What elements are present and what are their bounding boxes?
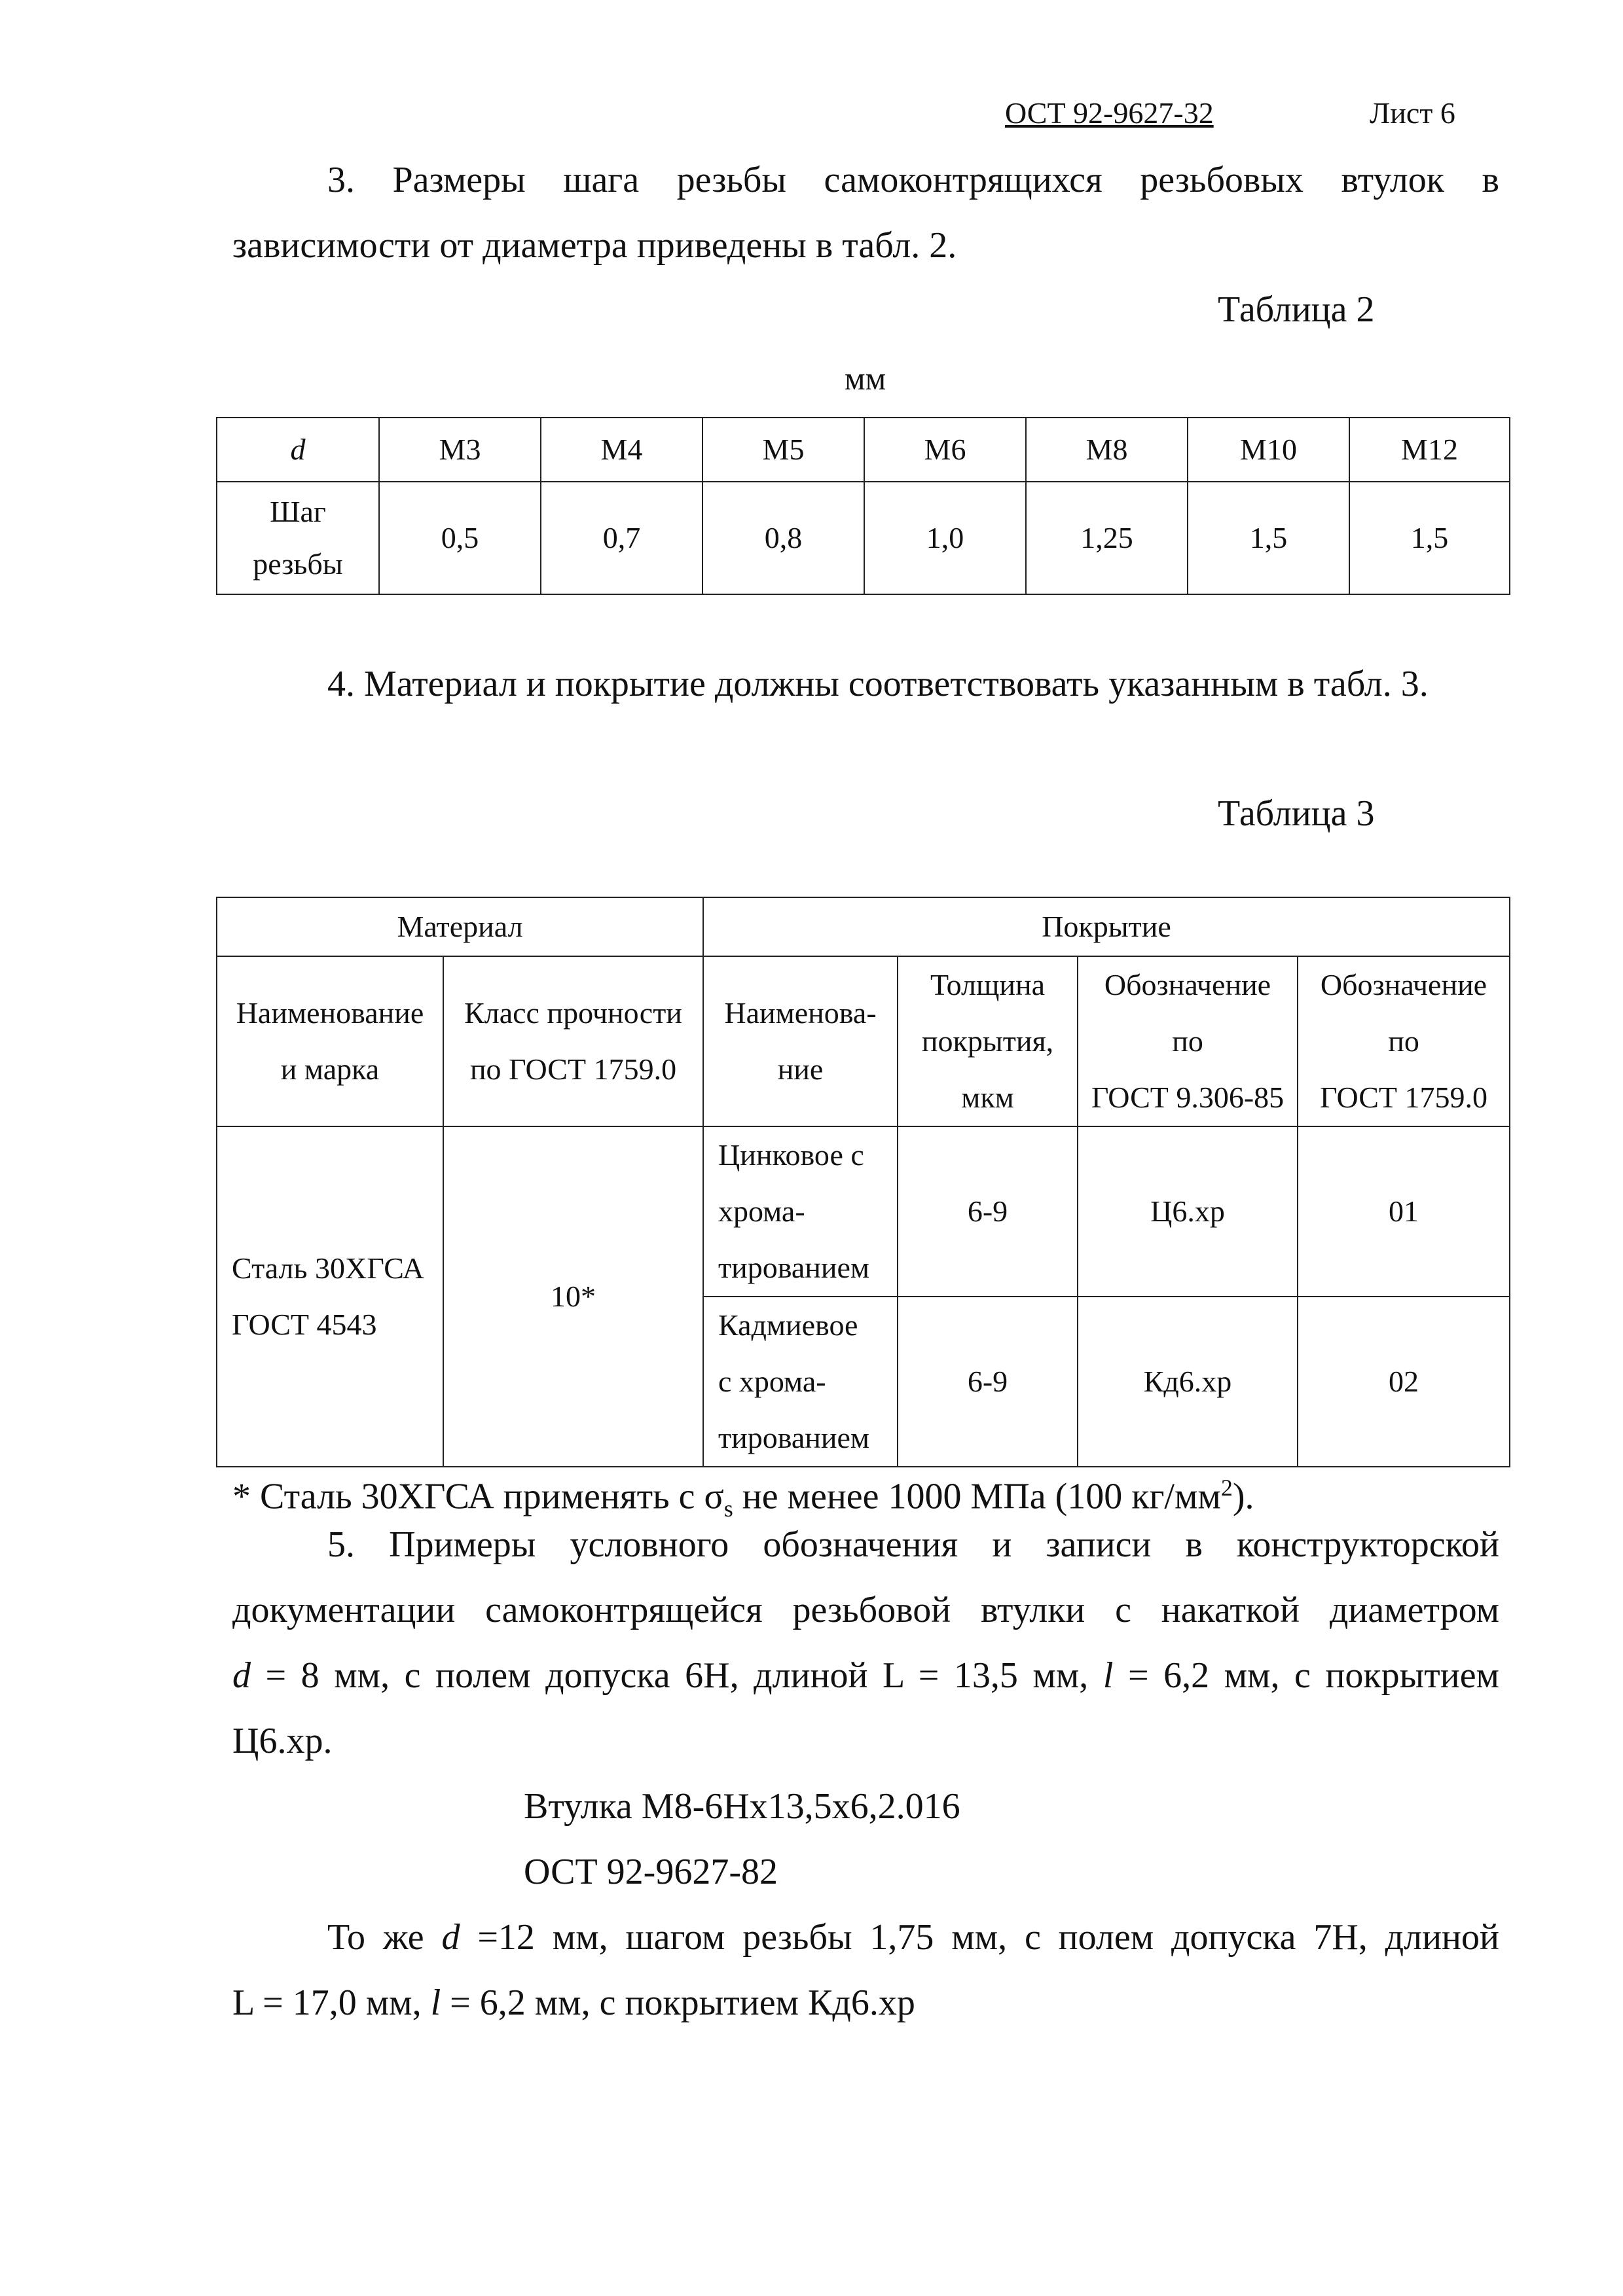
diameter-cell: М3 — [379, 418, 541, 482]
pitch-cell: 1,5 — [1349, 482, 1510, 594]
designation-1759-cell: 02 — [1298, 1297, 1510, 1467]
strength-class-header — [443, 956, 703, 1126]
designation-1759-header — [1298, 956, 1510, 1126]
pitch-cell: 1,5 — [1188, 482, 1349, 594]
diameter-cell: М4 — [541, 418, 702, 482]
header-line: Класс прочности — [464, 996, 682, 1030]
header-line: Наименование — [236, 996, 424, 1030]
coating-name-line: тированием — [718, 1421, 870, 1454]
paragraph-6-line — [232, 1905, 1499, 1970]
header-line: и марка — [280, 1052, 380, 1086]
footnote-text: * Сталь 30ХГСА применять с σ — [232, 1476, 724, 1517]
header-line: Обозначение — [1104, 968, 1271, 1001]
thickness-cell: 6-9 — [898, 1126, 1078, 1297]
coating-group-header: Покрытие — [703, 897, 1510, 956]
table-3 — [216, 897, 1510, 1467]
paragraph-6-text: L = 17,0 мм, — [232, 1982, 431, 2023]
designation-9306-cell: Ц6.хр — [1078, 1126, 1298, 1297]
paragraph-5 — [232, 1512, 1499, 1774]
pitch-header — [217, 482, 379, 594]
table-2-caption: Таблица 2 — [1218, 289, 1375, 330]
designation-9306-header — [1078, 956, 1298, 1126]
diameter-cell: М10 — [1188, 418, 1349, 482]
paragraph-5-line: Ц6.хр. — [232, 1721, 333, 1761]
footnote-text: ). — [1232, 1476, 1254, 1517]
paragraph-5-line — [232, 1643, 1499, 1708]
paragraph-5-line: 5. Примеры условного обозначения и записи в конструкторской — [327, 1524, 1499, 1565]
pitch-cell: 1,25 — [1026, 482, 1188, 594]
length-symbol: l — [1103, 1655, 1114, 1696]
designation-line-2: ОСТ 92-9627-82 — [524, 1852, 778, 1892]
diameter-cell: М5 — [702, 418, 864, 482]
coating-name-line: с хрома- — [718, 1365, 826, 1398]
coating-name-line: хрома- — [718, 1194, 805, 1228]
header-line: ГОСТ 1759.0 — [1320, 1081, 1488, 1114]
diameter-symbol: d — [441, 1917, 460, 1958]
designation-9306-cell: Кд6.хр — [1078, 1297, 1298, 1467]
header-line: Толщина — [930, 968, 1046, 1001]
paragraph-6-text: = 6,2 мм, с покрытием Кд6.хр — [441, 1982, 915, 2023]
coating-name-line: тированием — [718, 1251, 870, 1284]
table-2 — [216, 417, 1510, 595]
header-line: ние — [777, 1052, 824, 1086]
footnote-superscript: 2 — [1220, 1475, 1233, 1501]
document-code: ОСТ 92-9627-32 — [1005, 96, 1214, 130]
pitch-cell: 1,0 — [864, 482, 1026, 594]
designation-line-1: Втулка М8-6Нх13,5х6,2.016 — [524, 1786, 960, 1827]
coating-name-line: Цинковое с — [718, 1138, 864, 1172]
material-name-header — [217, 956, 443, 1126]
coating-name-line: Кадмиевое — [718, 1308, 858, 1342]
diameter-cell: М6 — [864, 418, 1026, 482]
paragraph-3: 3. Размеры шага резьбы самоконтрящихся резьбовых втулок в зависимости от диаметра приведены в табл. 2. — [232, 160, 1499, 266]
material-group-header: Материал — [217, 897, 703, 956]
thickness-header — [898, 956, 1078, 1126]
material-line: Сталь 30ХГСА — [232, 1251, 424, 1285]
paragraph-6-line — [232, 1970, 1499, 2036]
coating-name-cell — [703, 1297, 898, 1467]
header-line: по — [1172, 1024, 1203, 1058]
header-line: покрытия, — [921, 1024, 1054, 1058]
paragraph-5-text: = 8 мм, с полем допуска 6Н, длиной L = 13,5 мм, — [251, 1655, 1103, 1696]
paragraph-6-text: =12 мм, шагом резьбы 1,75 мм, с полем допуска 7Н, длиной — [460, 1917, 1499, 1958]
footnote-subscript: s — [723, 1495, 733, 1522]
paragraph-6-text: То же — [327, 1917, 442, 1958]
paragraph-5-text: = 6,2 мм, с покрытием — [1113, 1655, 1499, 1696]
header-line: Наименова- — [724, 996, 877, 1030]
material-cell — [217, 1126, 443, 1467]
pitch-cell: 0,8 — [702, 482, 864, 594]
pitch-header-line: Шаг — [270, 495, 326, 528]
pitch-cell: 0,7 — [541, 482, 702, 594]
sheet-number: Лист 6 — [1370, 96, 1455, 130]
header-line: по — [1388, 1024, 1419, 1058]
thickness-cell: 6-9 — [898, 1297, 1078, 1467]
strength-class-cell: 10* — [443, 1126, 703, 1467]
header-line: мкм — [961, 1081, 1014, 1114]
diameter-header: d — [217, 418, 379, 482]
coating-name-header — [703, 956, 898, 1126]
paragraph-5-line: документации самоконтрящейся резьбовой втулки с накаткой диаметром — [232, 1590, 1499, 1630]
designation-1759-cell: 01 — [1298, 1126, 1510, 1297]
pitch-header-line: резьбы — [253, 547, 343, 581]
diameter-cell: М12 — [1349, 418, 1510, 482]
header-line: ГОСТ 9.306-85 — [1091, 1081, 1285, 1114]
paragraph-4: 4. Материал и покрытие должны соответствовать указанным в табл. 3. — [327, 664, 1429, 704]
length-symbol: l — [430, 1982, 441, 2023]
header-line: Обозначение — [1320, 968, 1487, 1001]
footnote-text: не менее 1000 МПа (100 кг/мм — [733, 1476, 1221, 1517]
diameter-cell: М8 — [1026, 418, 1188, 482]
table-3-caption: Таблица 3 — [1218, 793, 1375, 834]
table-2-unit: мм — [845, 360, 886, 397]
paragraph-6 — [232, 1905, 1499, 2036]
pitch-cell: 0,5 — [379, 482, 541, 594]
header-line: по ГОСТ 1759.0 — [469, 1052, 677, 1086]
coating-name-cell — [703, 1126, 898, 1297]
diameter-symbol: d — [232, 1655, 251, 1696]
material-line: ГОСТ 4543 — [232, 1308, 377, 1341]
